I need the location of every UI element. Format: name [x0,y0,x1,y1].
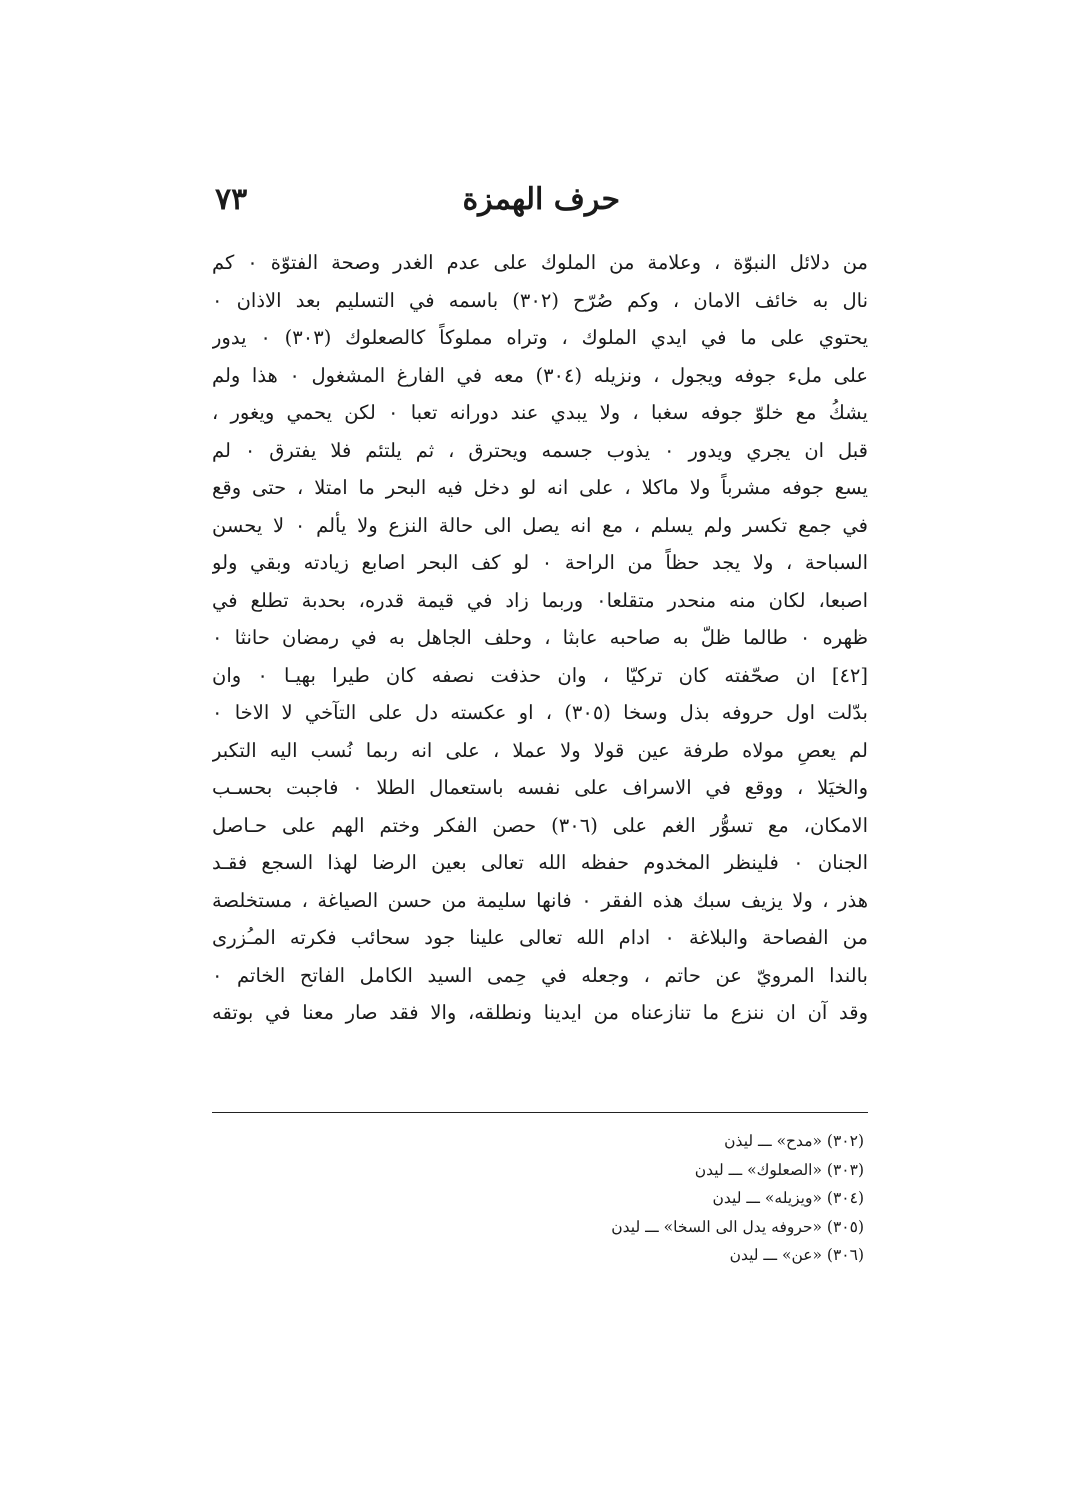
body-line: من دلائل النبوّة ، وعلامة من الملوك على عدم الغدر وصحة الفتوّة ٠ كم [212,251,868,274]
page-number: ٧٣ [215,182,248,217]
body-line: اصبعا، لكان منه منحدر متقلعا٠ وربما زاد في قيمة قدره، بحدبة تطلع في [212,588,868,612]
footnotes [444,1127,864,1270]
body-line: الجنان ٠ فلينظر المخدوم حفظه الله تعالى بعين الرضا لهذا السجع فقـد [212,851,868,874]
body-line: في جمع تكسر ولم يسلم ، مع انه يصل الى حالة النزع ولا يألم ٠ لا يحسن [212,513,868,537]
footnote: (٣٠٥) «حروفه يدل الى السخا» ـــ ليدن [611,1217,864,1236]
body-line: قبل ان يجري ويدور ٠ يذوب جسمه ويحترق ، ثم يلتئم فلا يفترق ٠ لم [212,438,868,462]
body-line: بالندا المرويّ عن حاتم ، وجعله في حِمى السيد الكامل الفاتح الخاتم ٠ [212,963,868,987]
body-line: ظهره ٠ طالما ظلّ به صاحبه عابثا ، وحلف الجاهل به في رمضان حانثا ٠ [212,626,868,649]
body-line: نال به خائف الامان ، وكم صُرّح (٣٠٢) باسمه في التسليم بعد الاذان ٠ [212,288,868,312]
body-line: لم يعصِ مولاه طرفة عين قولا ولا عملا ، على انه ربما نُسب اليه التكبر [212,738,868,762]
body-line: وقد آن ان ننزع ما تنازعناه من ايدينا ونطلقه، والا فقد صار معنا في بوتقه [212,1001,868,1024]
body-line: على ملء جوفه ويجول ، ونزيله (٣٠٤) معه في الفارغ المشغول ٠ هذا ولم [212,363,868,387]
body-line: والخيَلا ، ووقع في الاسراف على نفسه باستعمال الطلا ٠ فاجبت بحسـب [212,776,868,799]
body-line: بدّلت اول حروفه بذل وسخا (٣٠٥) ، او عكسته دل على التآخي لا الاخا ٠ [212,701,868,724]
body-line: الامكان، مع تسوُّر الغم على (٣٠٦) حصن الفكر وختم الهم على حـاصل [212,813,868,837]
footnote: (٣٠٤) «ويزيله» ـــ ليدن [712,1189,864,1207]
footnote: (٣٠٦) «عن» ـــ ليدن [729,1246,864,1264]
body-line: من الفصاحة والبلاغة ٠ ادام الله تعالى علينا جود سحائب فكرته المـُزرى [212,926,868,949]
chapter-title: حرف الهمزة [462,182,620,217]
body-line: هذر ، ولا يزيف سبك هذه الفقر ٠ فانها سليمة من حسن الصياغة ، مستخلصة [212,888,868,912]
footnote-divider [212,1112,868,1113]
body-line: [٤٢] ان صحّفته كان تركيّا ، وان حذفت نصفه كان طيرا بهيـا ٠ وان [212,663,868,687]
body-line: يسع جوفه مشرباً ولا ماكلا ، على انه لو دخل فيه البحر ما امتلا ، حتى وقع [212,476,868,499]
body-line: يشكُ مع خلوّ جوفه سغبا ، ولا يبدي عند دورانه تعبا ٠ لكن يحمي ويغور ، [212,401,868,424]
body-line: يحتوي على ما في ايدي الملوك ، وتراه مملوكاً كالصعلوك (٣٠٣) ٠ يدور [212,326,868,349]
footnote: (٣٠٢) «مدح» ـــ ليذن [724,1132,864,1150]
body-line: السباحة ، ولا يجد حظاً من الراحة ٠ لو كف البحر اصابع زيادته وبقي ولو [212,551,868,574]
body-text [212,244,868,1032]
footnote: (٣٠٣) «الصعلوك» ـــ ليدن [694,1160,864,1179]
page-header [215,178,865,228]
